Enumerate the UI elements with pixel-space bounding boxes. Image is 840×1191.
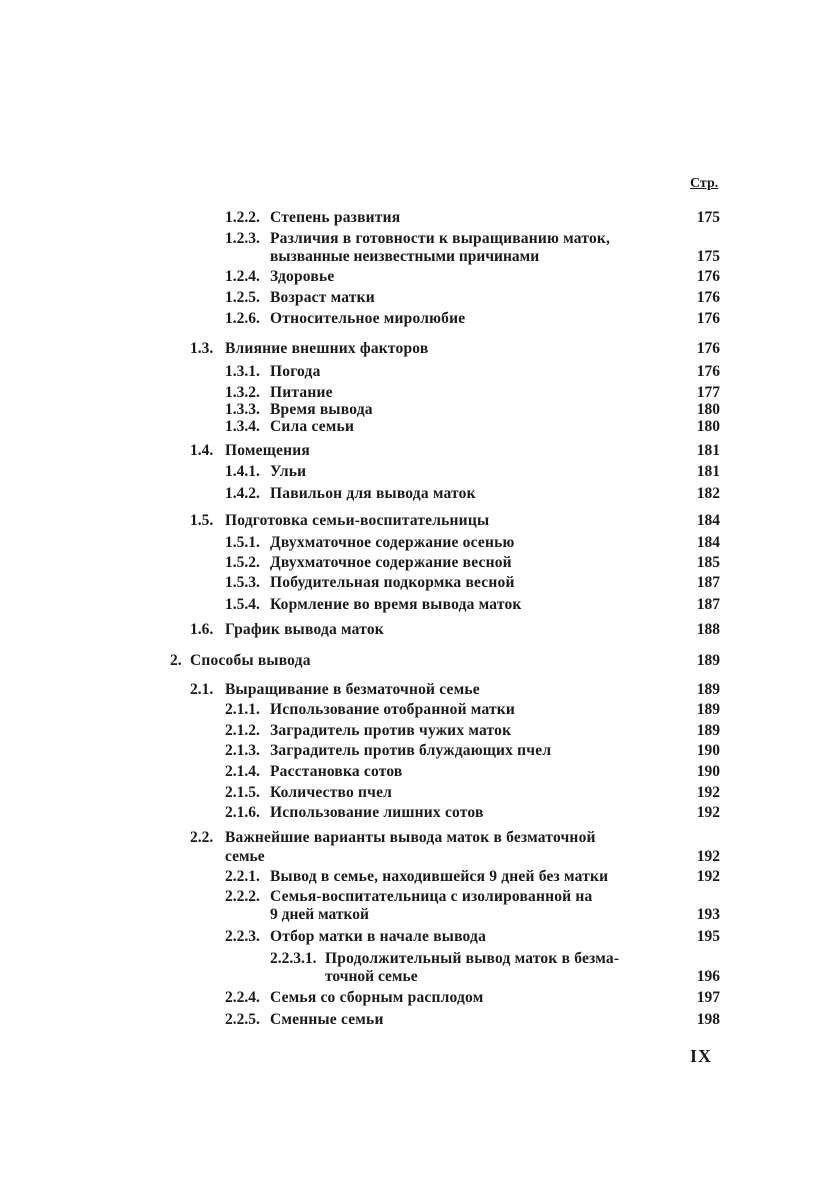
toc-entry-page: 195 [696,928,720,945]
toc-entry-title: Кормление во время вывода маток [270,596,522,613]
toc-entry-title: Относительное миролюбие [270,310,466,327]
toc-entry [225,310,465,328]
toc-entry [225,888,592,906]
toc-entry-number: 2.1.6. [225,804,260,821]
toc-entry-number: 1.2.3. [225,230,260,247]
toc-entry-number: 2.1.3. [225,742,260,759]
toc-entry-title: Выращивание в безматочной семье [225,681,480,698]
toc-entry-title: Расстановка сотов [270,763,403,780]
toc-entry-page: 187 [696,574,720,591]
toc-entry [190,442,310,460]
toc-entry [225,701,515,719]
toc-entry [225,868,608,886]
toc-entry [225,268,334,286]
toc-entry-page: 184 [696,512,720,529]
toc-entry [225,384,333,402]
toc-entry-title: Семья со сборным расплодом [270,989,484,1006]
toc-entry-number: 2.2.3. [225,928,260,945]
toc-entry-number: 2.1.4. [225,763,260,780]
toc-entry-title: Сила семьи [270,418,355,435]
toc-entry [225,363,321,381]
toc-entry [270,950,619,968]
toc-entry-title: Здоровье [270,268,335,285]
toc-entry-page: 190 [696,763,720,780]
toc-entry-number: 2.1.2. [225,722,260,739]
toc-entry [225,418,354,436]
toc-entry [190,829,596,847]
page-folio: IX [690,1046,713,1066]
toc-entry-title: Степень развития [270,209,401,226]
toc-entry-number: 1.5.3. [225,574,260,591]
toc-entry-page: 180 [696,401,720,418]
toc-entry-title: Количество пчел [270,784,393,801]
toc-entry-title: Двухматочное содержание весной [270,554,512,571]
toc-entry [225,928,486,946]
toc-entry-number: 1.4.2. [225,485,260,502]
toc-entry-number: 2.1.5. [225,784,260,801]
toc-entry-number: 1.2.4. [225,268,260,285]
toc-entry-title: График вывода маток [225,621,384,638]
toc-entry-title: Помещения [225,442,310,459]
toc-entry-page: 184 [696,534,720,551]
toc-entry-page: 192 [696,848,720,865]
toc-entry [225,209,400,227]
toc-entry-title: Отбор матки в начале вывода [270,928,487,945]
toc-entry [225,534,515,552]
toc-entry-number: 1.3. [190,340,214,357]
toc-entry [225,289,375,307]
toc-entry-number: 2.2.2. [225,888,260,905]
toc-entry [225,554,512,572]
toc-entry-number: 1.5.1. [225,534,260,551]
toc-entry [190,681,480,699]
toc-entry-page: 193 [696,906,720,923]
toc-entry-number: 1.3.3. [225,401,260,418]
toc-entry-number: 1.2.2. [225,209,260,226]
toc-entry-page: 188 [696,621,720,638]
toc-entry-page: 196 [696,968,720,985]
toc-entry-number: 2.2.1. [225,868,260,885]
toc-entry [225,230,610,248]
toc-entry-number: 1.3.4. [225,418,260,435]
toc-entry [225,742,551,760]
toc-entry-page: 176 [696,363,720,380]
toc-entry [225,1011,384,1029]
toc-entry-page: 182 [696,485,720,502]
toc-entry-page: 189 [696,681,720,698]
toc-entry-title: Способы вывода [190,652,311,669]
toc-entry [190,621,384,639]
toc-entry [225,763,403,781]
toc-entry-title: Сменные семьи [270,1011,384,1028]
toc-entry-title: Заградитель против чужих маток [270,722,512,739]
toc-entry [190,512,489,530]
toc-entry-title: Двухматочное содержание осенью [270,534,515,551]
toc-entry-title: Различия в готовности к выращиванию маток, [270,230,611,247]
toc-entry-number: 1.4.1. [225,463,260,480]
toc-entry-page: 181 [696,463,720,480]
toc-entry-number: 2.2.5. [225,1011,260,1028]
toc-entry-title: Использование лишних сотов [270,804,484,821]
toc-entry-title: Влияние внешних факторов [225,340,429,357]
toc-entry-number: 2. [170,652,182,669]
toc-entry-number: 1.2.6. [225,310,260,327]
toc-entry-title: Ульи [270,463,307,480]
toc-entry [170,652,311,670]
toc-entry-number: 2.2.4. [225,989,260,1006]
toc-entry-number: 1.2.5. [225,289,260,306]
toc-entry-page: 177 [696,384,720,401]
toc-entry-number: 2.2. [190,829,214,846]
toc-entry-number: 1.5. [190,512,214,529]
toc-entry-title: Важнейшие варианты вывода маток в безматочной [225,829,596,846]
toc-entry-number: 1.4. [190,442,214,459]
toc-entry-number: 1.6. [190,621,214,638]
toc-entry-title: Продолжительный вывод маток в безма- [325,950,620,967]
toc-entry-page: 189 [696,722,720,739]
toc-entry-page: 189 [696,701,720,718]
toc-entry-number: 1.3.2. [225,384,260,401]
toc-entry-title: Время вывода [270,401,373,418]
toc-entry-title-continuation: 9 дней маткой [270,906,369,923]
toc-entry-page: 192 [696,784,720,801]
toc-entry [225,485,476,503]
toc-entry-number: 1.5.4. [225,596,260,613]
toc-entry-page: 185 [696,554,720,571]
toc-entry-title: Погода [270,363,321,380]
toc-entry-page: 176 [696,289,720,306]
toc-entry-page: 176 [696,340,720,357]
toc-entry-page: 175 [696,209,720,226]
toc-entry-title: Заградитель против блуждающих пчел [270,742,552,759]
toc-entry-page: 181 [696,442,720,459]
toc-entry-number: 2.1. [190,681,214,698]
toc-entry [225,463,306,481]
toc-entry-number: 1.5.2. [225,554,260,571]
page-column-header: Стр. [690,176,719,191]
toc-entry-title-continuation: вызванные неизвестными причинами [270,248,540,265]
toc-entry-page: 198 [696,1011,720,1028]
toc-entry-number: 1.3.1. [225,363,260,380]
toc-entry-page: 187 [696,596,720,613]
toc-entry-page: 192 [696,804,720,821]
toc-entry [225,722,511,740]
toc-entry-page: 189 [696,652,720,669]
toc-entry-title-continuation: точной семье [325,968,418,985]
toc-entry-page: 192 [696,868,720,885]
toc-entry-title: Питание [270,384,333,401]
toc-entry-title-continuation: семье [225,848,265,865]
toc-entry [190,340,428,358]
toc-entry-title: Возраст матки [270,289,375,306]
toc-entry-page: 190 [696,742,720,759]
toc-entry [225,804,484,822]
toc-entry-title: Подготовка семьи-воспитательницы [225,512,490,529]
toc-entry [225,784,392,802]
toc-entry-page: 176 [696,268,720,285]
toc-entry [225,989,483,1007]
toc-entry-number: 2.1.1. [225,701,260,718]
toc-entry-page: 180 [696,418,720,435]
toc-entry-page: 176 [696,310,720,327]
toc-entry-title: Побудительная подкормка весной [270,574,515,591]
toc-entry [225,596,522,614]
toc-entry-title: Павильон для вывода маток [270,485,476,502]
toc-entry-title: Использование отобранной матки [270,701,516,718]
toc-entry-number: 2.2.3.1. [270,950,317,967]
toc-entry-title: Вывод в семье, находившейся 9 дней без матки [270,868,609,885]
toc-entry-title: Семья-воспитательница с изолированной на [270,888,593,905]
toc-entry-page: 197 [696,989,720,1006]
toc-entry [225,401,373,419]
toc-entry-page: 175 [696,248,720,265]
toc-entry [225,574,515,592]
